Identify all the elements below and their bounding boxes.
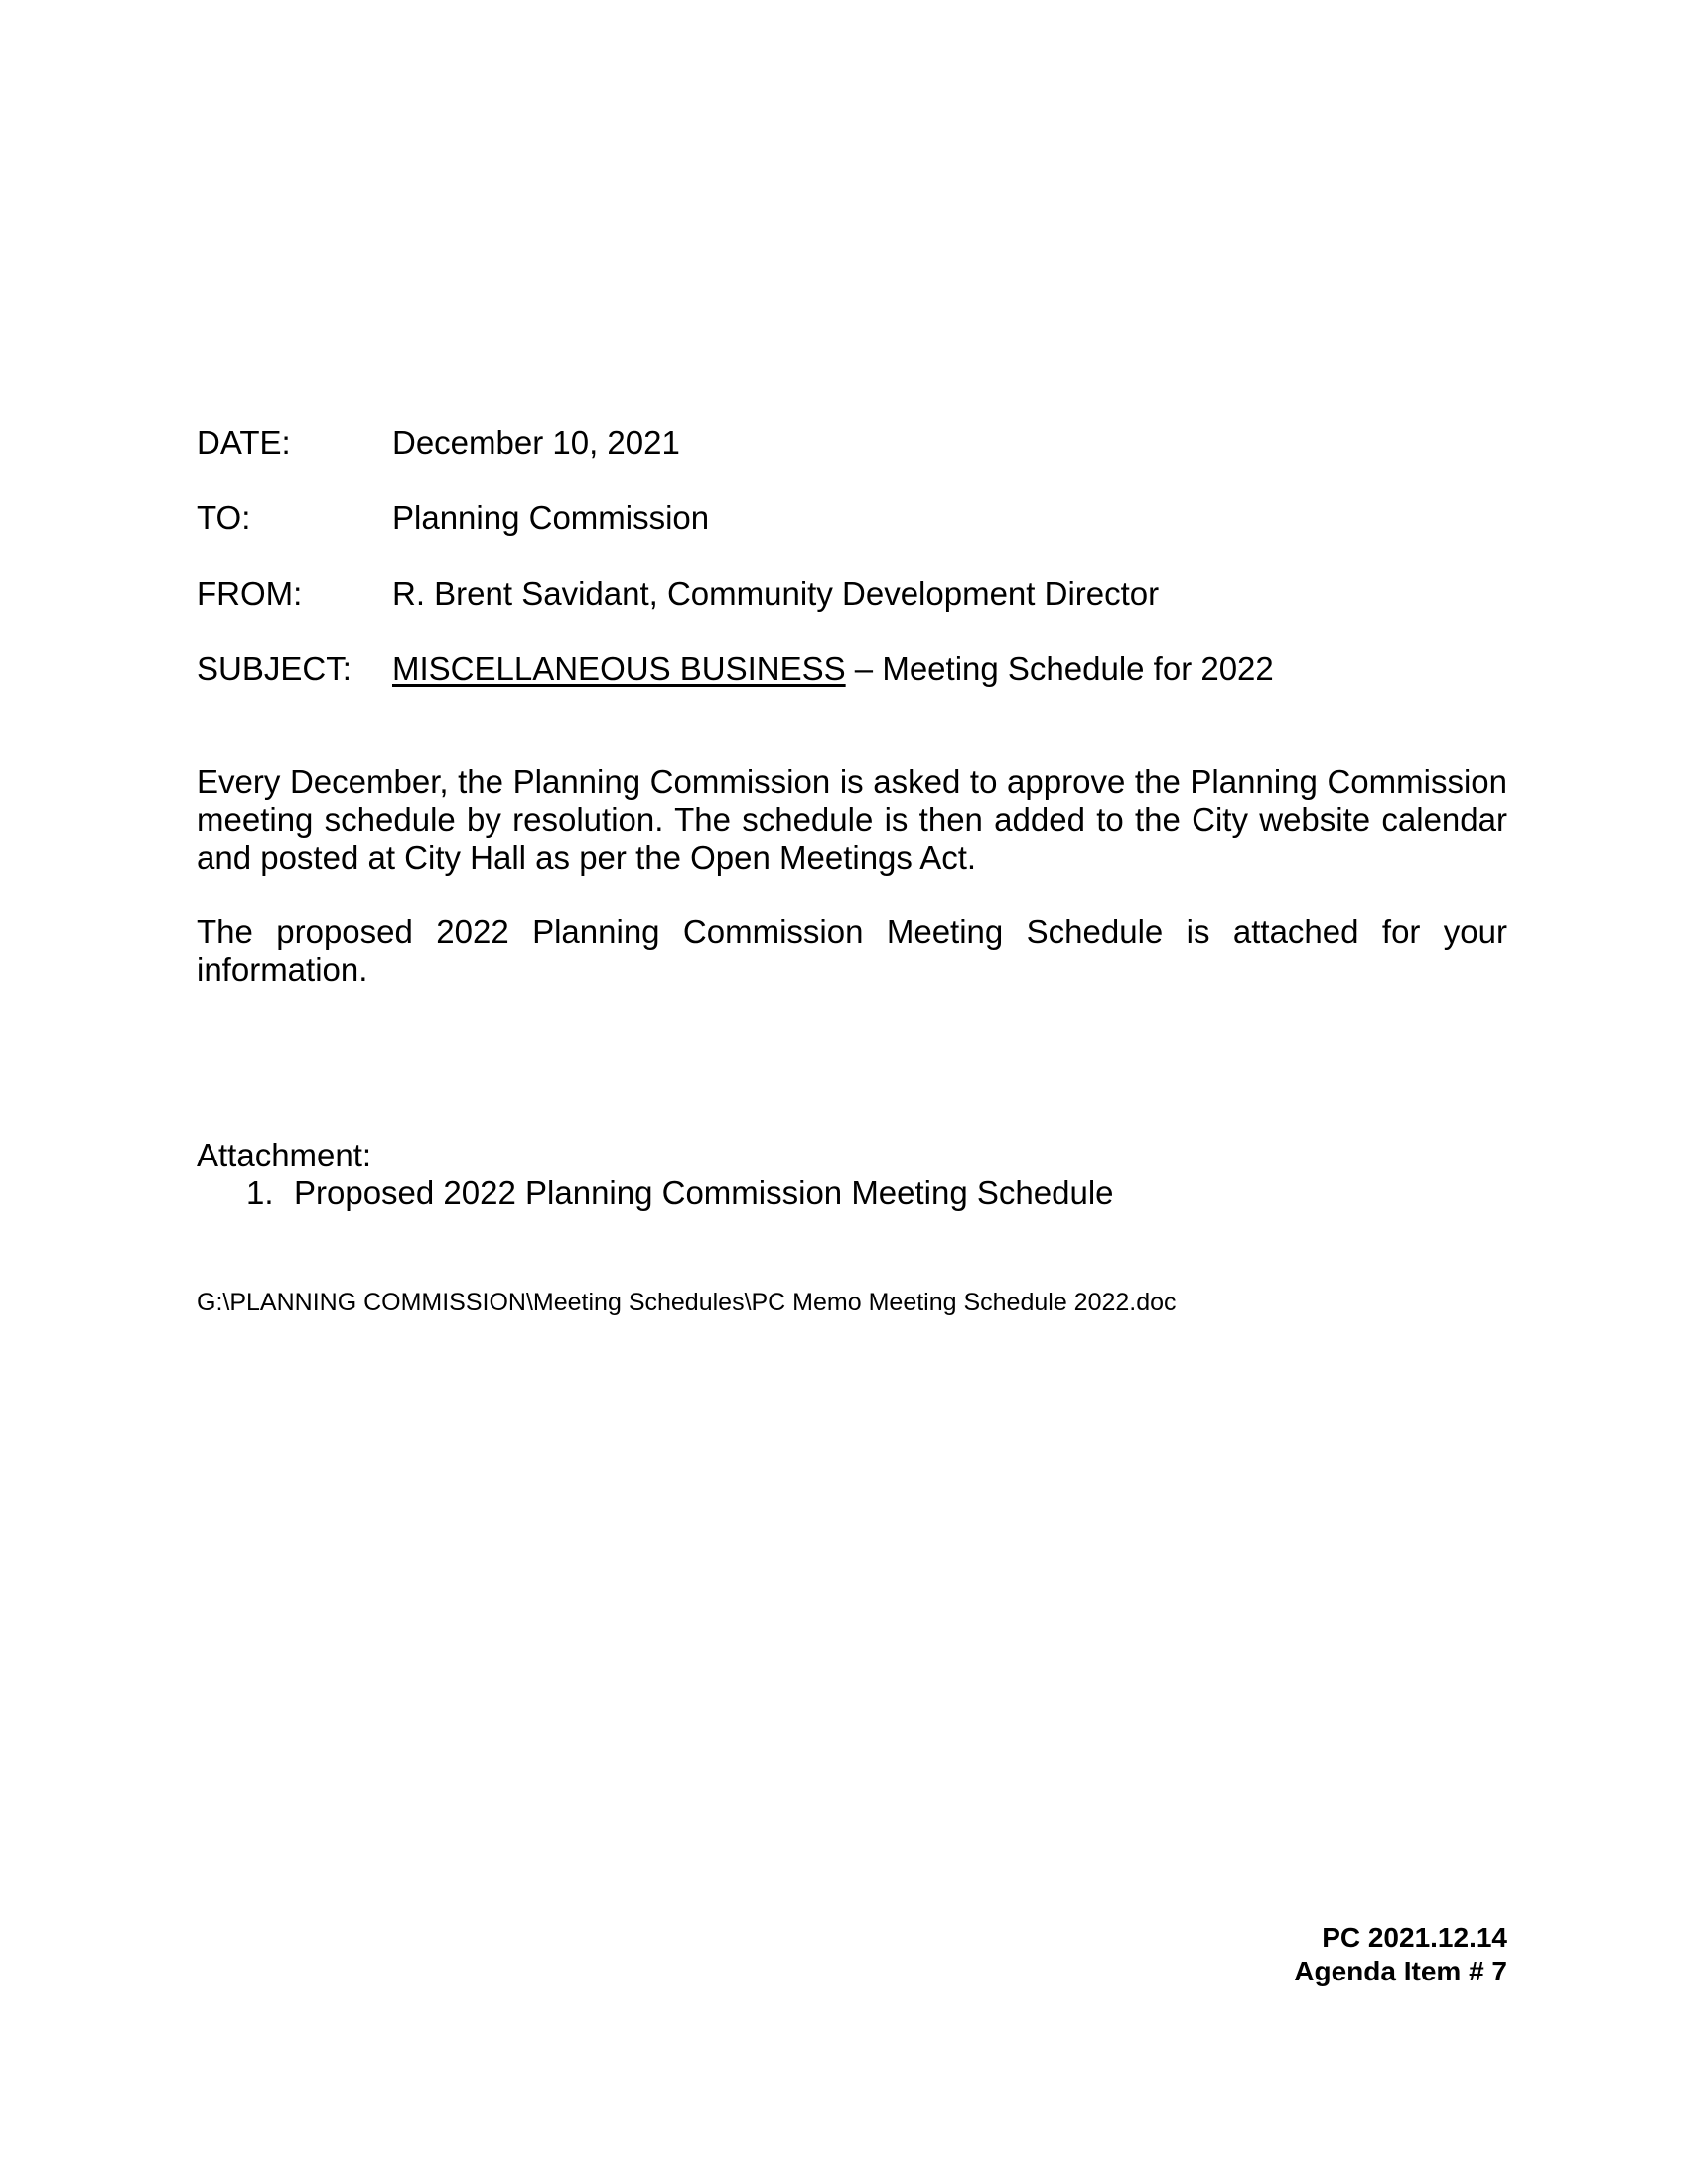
attachment-list [246,1173,1114,1213]
agenda-footer [1294,1921,1507,1988]
to-row [197,498,1507,538]
date-value: December 10, 2021 [392,424,680,461]
meeting-code: PC 2021.12.14 [1322,1922,1507,1953]
to-label: TO: [197,499,251,536]
body-paragraph-1: Every December, the Planning Commission is asked to approve the Planning Commission meeting schedule by resolution. The schedule is then added to the City website calendar and posted at City Hall as per the Open Meetings Act. [197,763,1507,876]
from-value: R. Brent Savidant, Community Development Director [392,575,1160,612]
subject-category: MISCELLANEOUS BUSINESS [392,650,846,687]
subject-label: SUBJECT: [197,650,352,687]
subject-row [197,649,1507,689]
date-row [197,423,1507,463]
from-row [197,574,1507,614]
attachment-item-text: Proposed 2022 Planning Commission Meeting Schedule [294,1174,1114,1211]
date-label: DATE: [197,424,291,461]
file-path: G:\PLANNING COMMISSION\Meeting Schedules\PC Memo Meeting Schedule 2022.doc [197,1289,1177,1316]
attachment-item-number: 1. [246,1174,274,1211]
to-value: Planning Commission [392,499,710,536]
attachment-item [246,1173,1114,1213]
subject-value [392,649,1274,689]
from-label: FROM: [197,575,303,612]
attachment-heading: Attachment: [197,1137,372,1173]
body-paragraph-2: The proposed 2022 Planning Commission Meeting Schedule is attached for your information. [197,913,1507,988]
subject-title: – Meeting Schedule for 2022 [845,650,1274,687]
agenda-item-number: Agenda Item # 7 [1294,1956,1507,1986]
